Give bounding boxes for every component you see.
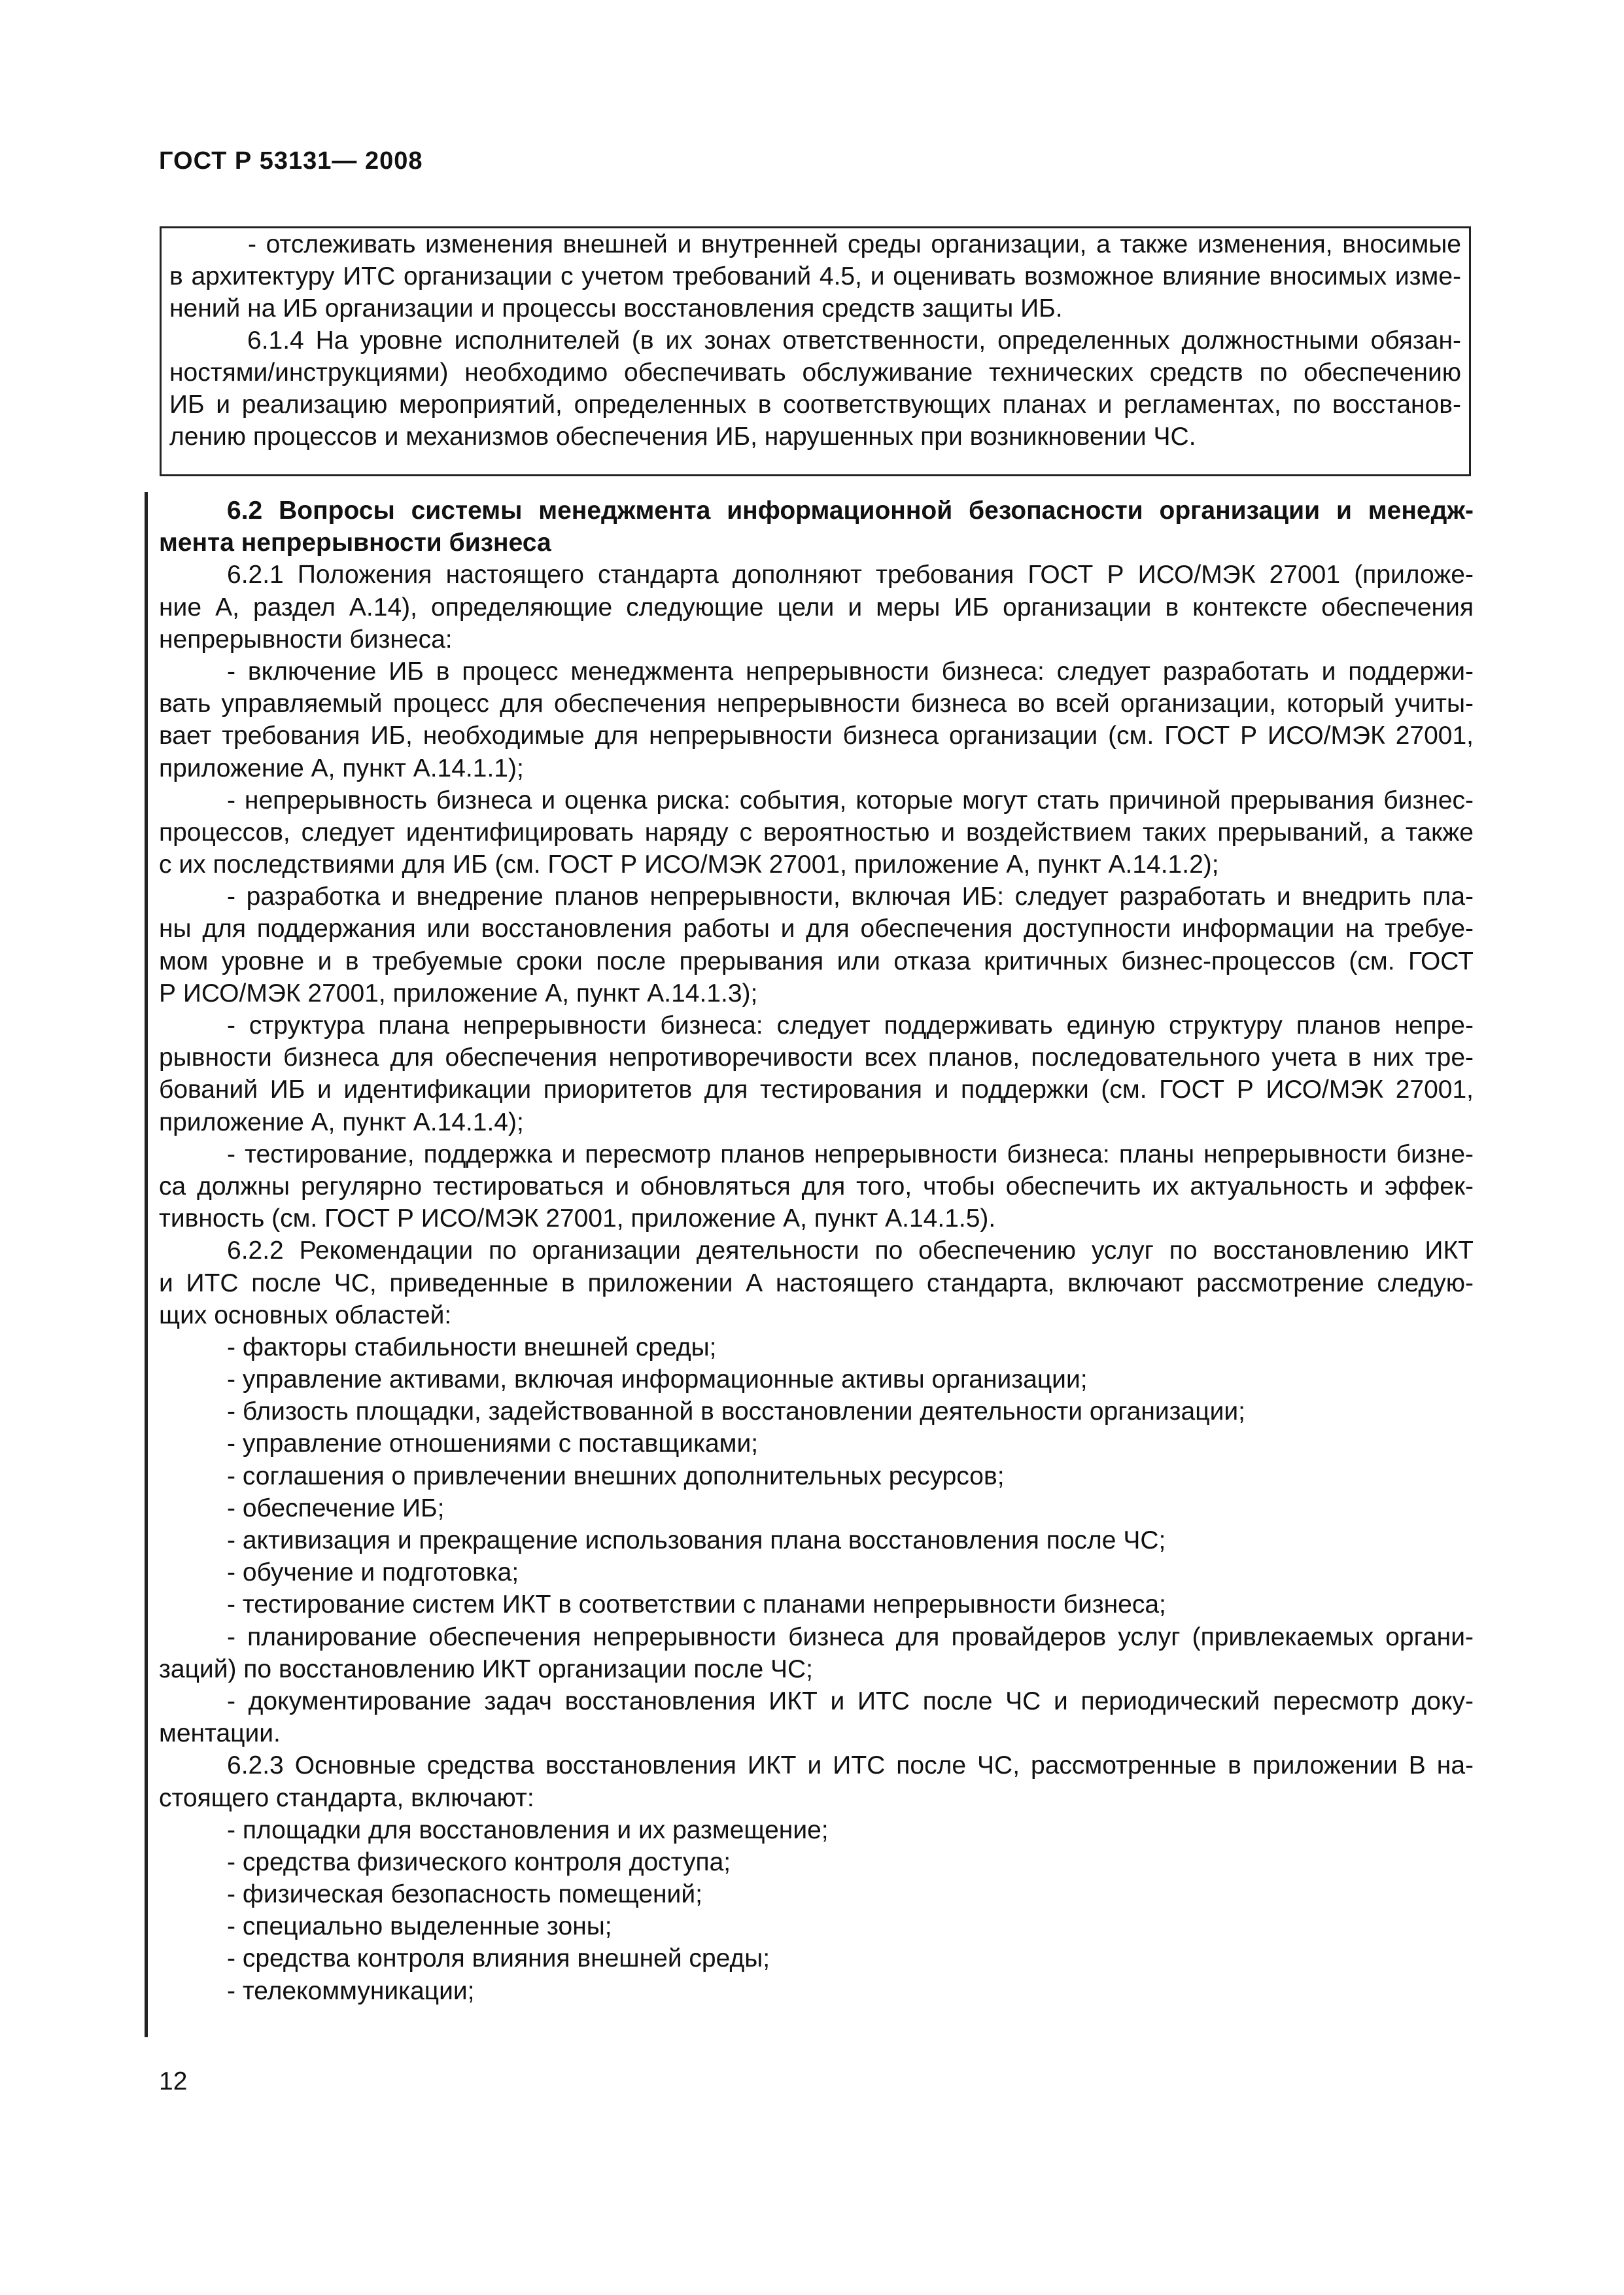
- list-item: - специально выделенные зоны;: [227, 1912, 612, 1941]
- text-line: 6.1.4 На уровне исполнителей (в их зонах ответственности, определенных должностными обязан-: [247, 326, 1461, 355]
- list-item: - управление активами, включая информационные активы организации;: [227, 1365, 1088, 1394]
- text-line: и ИТС после ЧС, приведенные в приложении А настоящего стандарта, включают рассмотрение следую-: [159, 1269, 1474, 1297]
- text-line: 6.2.2 Рекомендации по организации деятельности по обеспечению услуг по восстановлению ИКТ: [227, 1236, 1474, 1265]
- list-item: - активизация и прекращение использования плана восстановления после ЧС;: [227, 1526, 1166, 1554]
- list-item: - средства контроля влияния внешней среды;: [227, 1944, 770, 1973]
- text-line: мом уровне и в требуемые сроки после прерывания или отказа критичных бизнес-процессов (см. ГОСТ: [159, 947, 1474, 975]
- list-item: - соглашения о привлечении внешних дополнительных ресурсов;: [227, 1462, 1005, 1490]
- document-header: ГОСТ Р 53131— 2008: [159, 147, 423, 175]
- list-item: - телекоммуникации;: [227, 1976, 475, 2005]
- list-item: - обучение и подготовка;: [227, 1558, 519, 1587]
- section-heading: мента непрерывности бизнеса: [159, 529, 551, 557]
- text-line: - тестирование, поддержка и пересмотр планов непрерывности бизнеса: планы непрерывности бизне-: [227, 1140, 1474, 1168]
- text-line: вает требования ИБ, необходимые для непрерывности бизнеса организации (см. ГОСТ Р ИСО/МЭК 27001,: [159, 722, 1474, 750]
- text-line: приложение А, пункт А.14.1.1);: [159, 754, 524, 782]
- text-line: - разработка и внедрение планов непрерывности, включая ИБ: следует разработать и внедрить пла-: [227, 883, 1474, 911]
- text-line: непрерывности бизнеса:: [159, 625, 453, 654]
- text-line: ние А, раздел А.14), определяющие следующие цели и меры ИБ организации в контексте обеспечения: [159, 593, 1474, 622]
- text-line: ИБ и реализацию мероприятий, определенных в соответствующих планах и регламентах, по восстанов-: [169, 391, 1461, 419]
- list-item: - планирование обеспечения непрерывности бизнеса для провайдеров услуг (привлекаемых органи-: [227, 1622, 1474, 1651]
- list-item: - близость площадки, задействованной в восстановлении деятельности организации;: [227, 1397, 1245, 1426]
- text-line: бований ИБ и идентификации приоритетов для тестирования и поддержки (см. ГОСТ Р ИСО/МЭК 27001,: [159, 1076, 1474, 1104]
- list-item: - документирование задач восстановления ИКТ и ИТС после ЧС и периодический пересмотр доку-: [227, 1687, 1474, 1715]
- text-line: процессов, следует идентифицировать наряду с вероятностью и воздействием таких прерываний, а также: [159, 818, 1474, 847]
- text-line: - структура плана непрерывности бизнеса: следует поддерживать единую структуру планов непре-: [227, 1011, 1474, 1040]
- text-line: ны для поддержания или восстановления работы и для обеспечения доступности информации на требуе-: [159, 915, 1474, 943]
- list-item: - управление отношениями с поставщиками;: [227, 1429, 759, 1458]
- text-line: в архитектуру ИТС организации с учетом требований 4.5, и оценивать возможное влияние вносимых изме-: [169, 262, 1461, 290]
- text-line: ностями/инструкциями) необходимо обеспечивать обслуживание технических средств по обеспечению: [169, 359, 1461, 387]
- text-line: са должны регулярно тестироваться и обновляться для того, чтобы обеспечить их актуальность и эффек-: [159, 1172, 1474, 1200]
- boxed-text-section: [160, 226, 1471, 476]
- section-heading: 6.2 Вопросы системы менеджмента информационной безопасности организации и менедж-: [227, 497, 1474, 525]
- list-item: - физическая безопасность помещений;: [227, 1880, 702, 1909]
- text-line: заций) по восстановлению ИКТ организации после ЧС;: [159, 1655, 814, 1683]
- list-item: - площадки для восстановления и их размещение;: [227, 1815, 829, 1844]
- change-bar: [145, 492, 148, 2037]
- text-line: Р ИСО/МЭК 27001, приложение А, пункт А.14.1.3);: [159, 979, 758, 1007]
- text-line: - включение ИБ в процесс менеджмента непрерывности бизнеса: следует разработать и поддержи-: [227, 657, 1474, 686]
- text-line: тивность (см. ГОСТ Р ИСО/МЭК 27001, приложение А, пункт А.14.1.5).: [159, 1204, 996, 1233]
- text-line: приложение А, пункт А.14.1.4);: [159, 1108, 524, 1136]
- text-line: рывности бизнеса для обеспечения непротиворечивости всех планов, последовательного учета в них тре-: [159, 1043, 1474, 1072]
- text-line: с их последствиями для ИБ (см. ГОСТ Р ИСО/МЭК 27001, приложение А, пункт А.14.1.2);: [159, 850, 1219, 879]
- text-line: стоящего стандарта, включают:: [159, 1783, 534, 1812]
- text-line: 6.2.3 Основные средства восстановления ИКТ и ИТС после ЧС, рассмотренные в приложении В на-: [227, 1751, 1474, 1780]
- text-line: ментации.: [159, 1719, 281, 1748]
- text-line: - отслеживать изменения внешней и внутренней среды организации, а также изменения, вносимые: [248, 230, 1461, 258]
- text-line: щих основных областей:: [159, 1301, 452, 1329]
- text-line: вать управляемый процесс для обеспечения непрерывности бизнеса во всей организации, который учиты-: [159, 690, 1474, 718]
- text-line: лению процессов и механизмов обеспечения ИБ, нарушенных при возникновении ЧС.: [169, 423, 1196, 451]
- list-item: - средства физического контроля доступа;: [227, 1848, 731, 1876]
- text-line: нений на ИБ организации и процессы восстановления средств защиты ИБ.: [169, 294, 1063, 323]
- text-line: - непрерывность бизнеса и оценка риска: события, которые могут стать причиной прерывания бизнес-: [227, 786, 1474, 815]
- list-item: - тестирование систем ИКТ в соответствии с планами непрерывности бизнеса;: [227, 1590, 1166, 1619]
- text-line: 6.2.1 Положения настоящего стандарта дополняют требования ГОСТ Р ИСО/МЭК 27001 (приложе-: [227, 561, 1474, 589]
- page-number: 12: [159, 2067, 188, 2095]
- list-item: - факторы стабильности внешней среды;: [227, 1333, 717, 1361]
- list-item: - обеспечение ИБ;: [227, 1494, 445, 1522]
- section-6-2: [159, 495, 1474, 2007]
